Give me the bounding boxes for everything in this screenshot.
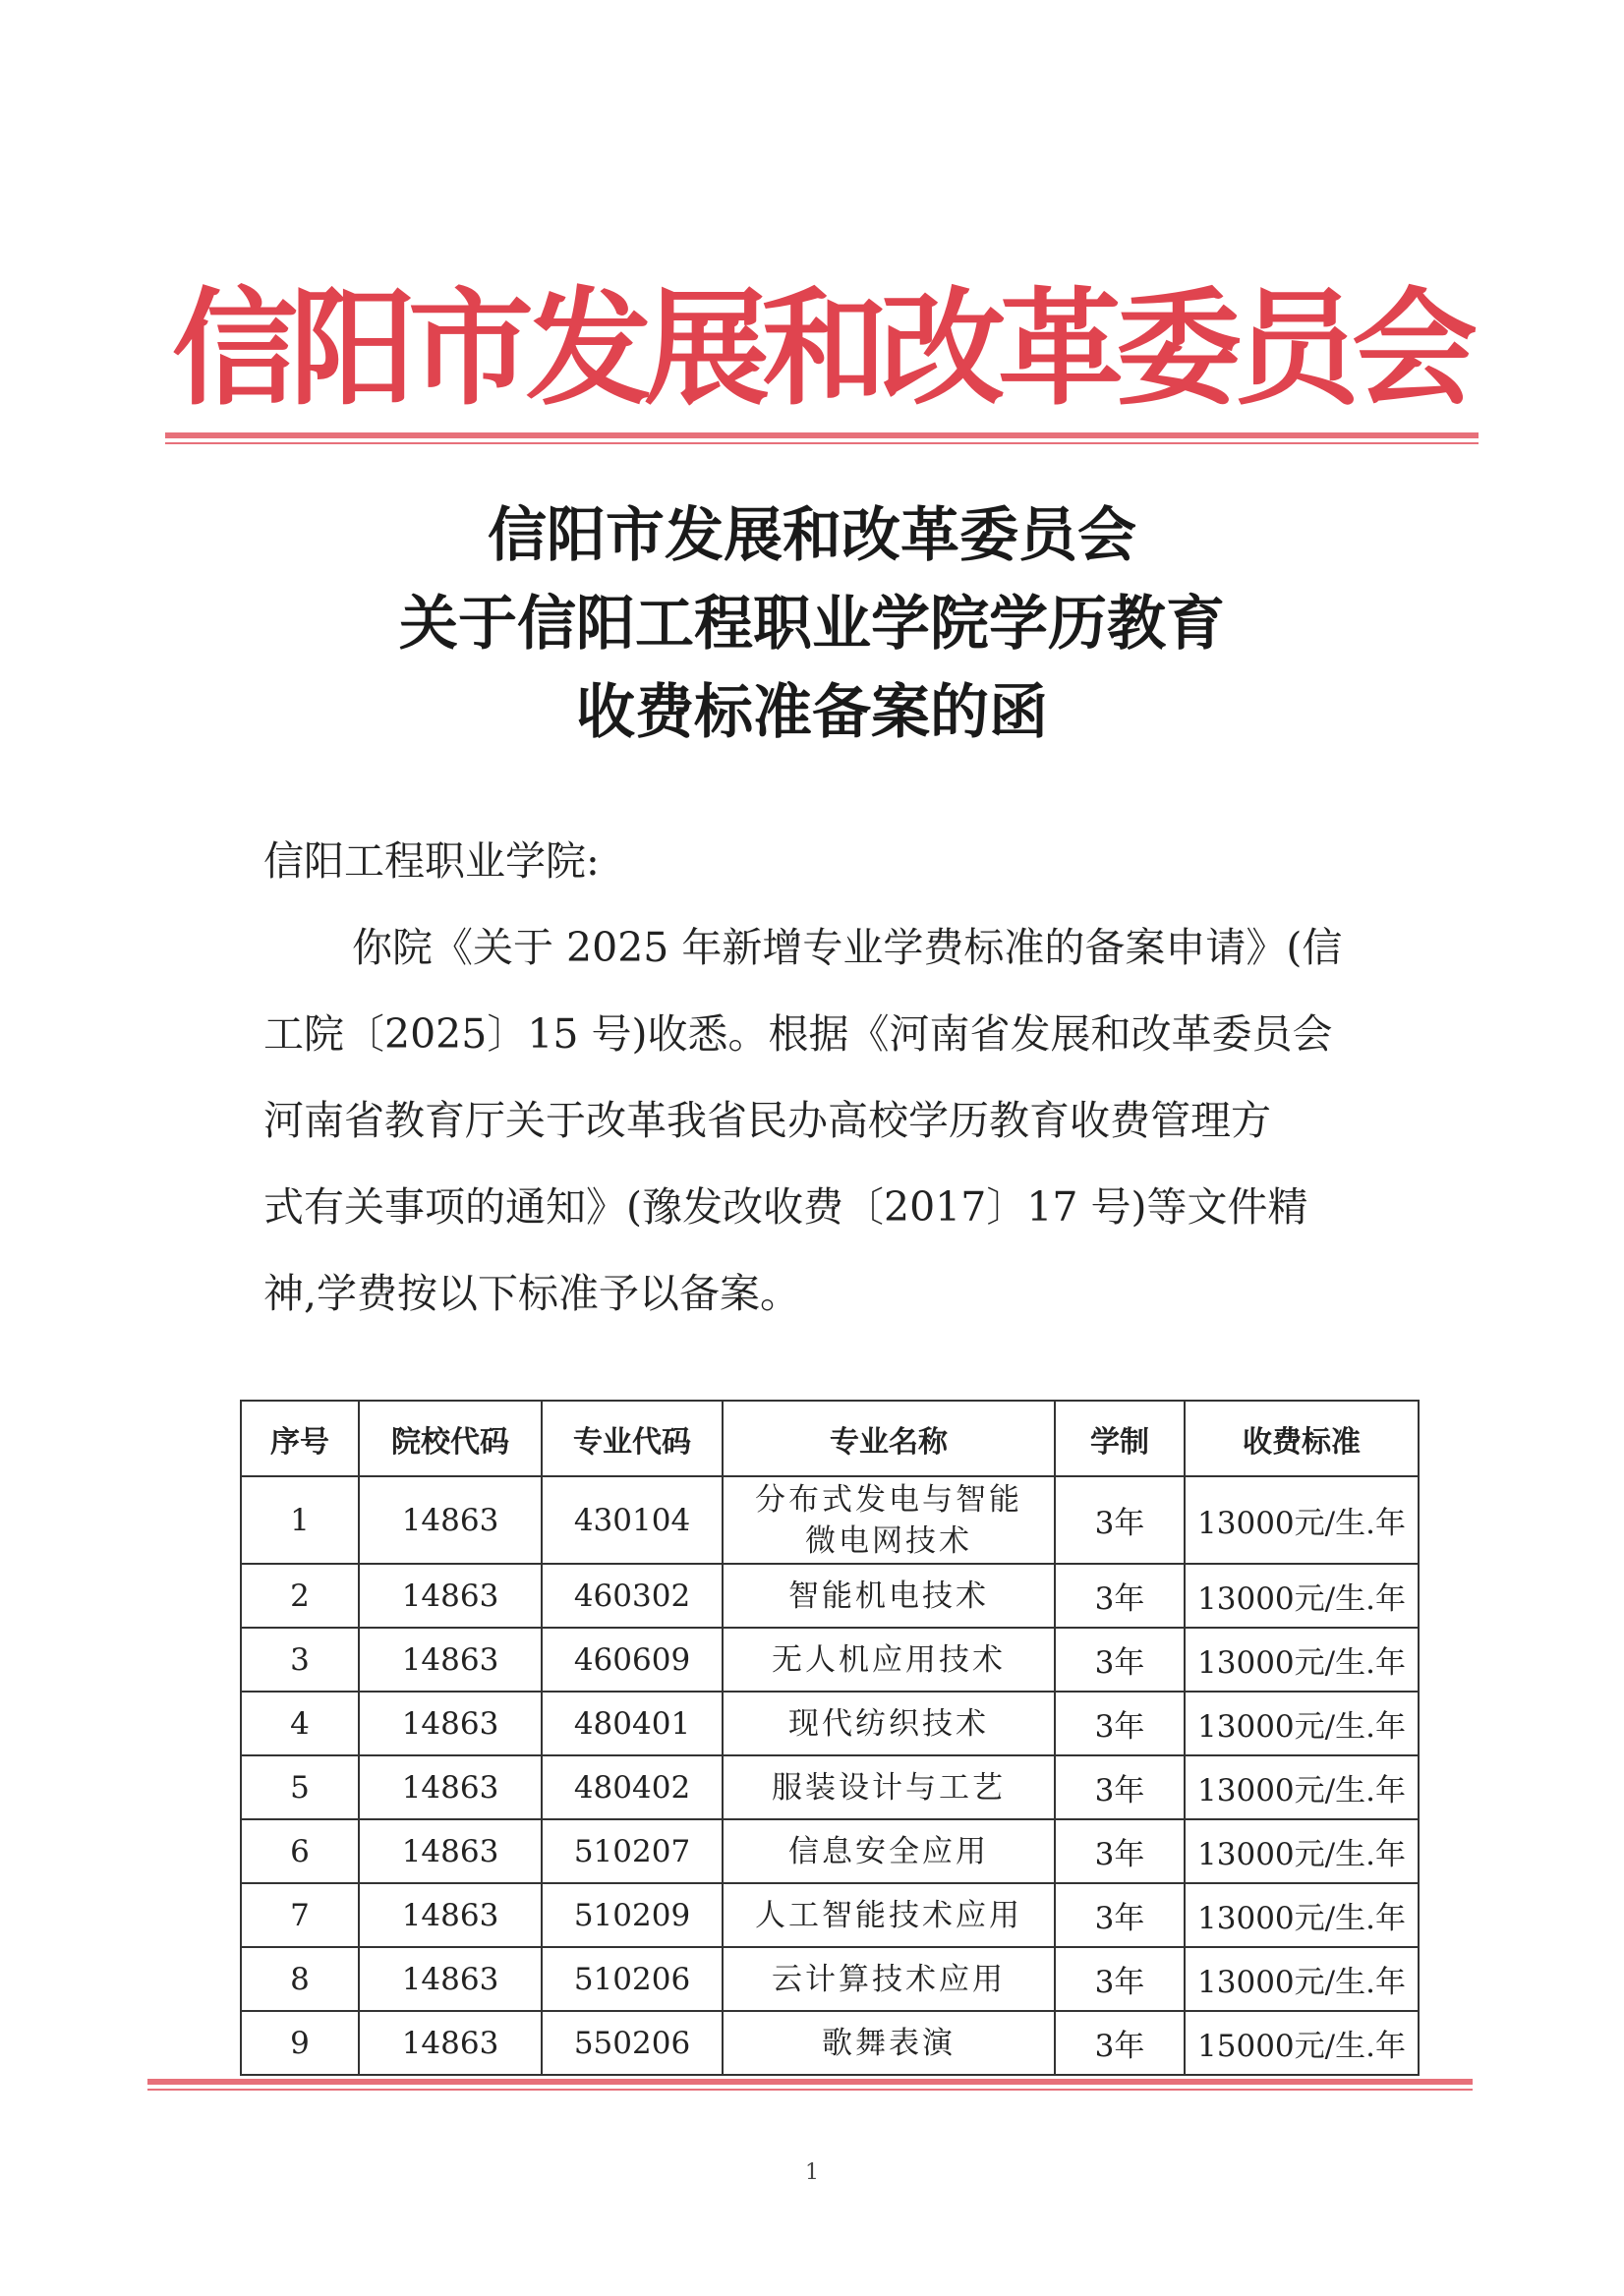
cell-duration: 3年: [1055, 1947, 1185, 2011]
cell-school-code: 14863: [359, 1947, 542, 2011]
footer-red-rule: [147, 2079, 1473, 2091]
cell-fee: 15000元/生.年: [1185, 2011, 1419, 2075]
cell-no: 8: [241, 1947, 359, 2011]
cell-fee: 13000元/生.年: [1185, 1692, 1419, 1755]
salutation: 信阳工程职业学院:: [263, 837, 600, 885]
cell-duration: 3年: [1055, 1476, 1185, 1564]
cell-major-code: 510209: [542, 1883, 723, 1947]
column-header-school-code: 院校代码: [359, 1401, 542, 1476]
table-row: [241, 2011, 1419, 2075]
cell-no: 6: [241, 1819, 359, 1883]
cell-major-name: 人工智能技术应用: [723, 1883, 1055, 1947]
table-row: [241, 1819, 1419, 1883]
cell-duration: 3年: [1055, 1883, 1185, 1947]
column-header-duration: 学制: [1055, 1401, 1185, 1476]
cell-no: 3: [241, 1628, 359, 1692]
body-line: 河南省教育厅关于改革我省民办高校学历教育收费管理方: [263, 1097, 1271, 1144]
cell-fee: 13000元/生.年: [1185, 1564, 1419, 1628]
cell-fee: 13000元/生.年: [1185, 1819, 1419, 1883]
cell-duration: 3年: [1055, 1755, 1185, 1819]
cell-duration: 3年: [1055, 1819, 1185, 1883]
cell-no: 4: [241, 1692, 359, 1755]
cell-duration: 3年: [1055, 2011, 1185, 2075]
cell-no: 9: [241, 2011, 359, 2075]
cell-major-code: 510207: [542, 1819, 723, 1883]
cell-fee: 13000元/生.年: [1185, 1755, 1419, 1819]
cell-school-code: 14863: [359, 1476, 542, 1564]
table-header-row: [241, 1401, 1419, 1476]
cell-school-code: 14863: [359, 1883, 542, 1947]
column-header-no: 序号: [241, 1401, 359, 1476]
cell-school-code: 14863: [359, 1692, 542, 1755]
doc-title-line-3: 收费标准备案的函: [576, 678, 1048, 747]
table-row: [241, 1476, 1419, 1564]
column-header-major-code: 专业代码: [542, 1401, 723, 1476]
cell-no: 7: [241, 1883, 359, 1947]
table-row: [241, 1628, 1419, 1692]
page-number: 1: [805, 2160, 819, 2185]
cell-major-code: 480402: [542, 1755, 723, 1819]
cell-major-code: 510206: [542, 1947, 723, 2011]
doc-title-line-2: 关于信阳工程职业学院学历教育: [399, 590, 1225, 659]
column-header-fee: 收费标准: [1185, 1401, 1419, 1476]
cell-major-name: 云计算技术应用: [723, 1947, 1055, 2011]
fee-standard-table: [240, 1400, 1420, 2076]
cell-school-code: 14863: [359, 1819, 542, 1883]
agency-letterhead: 信阳市发展和改革委员会: [171, 275, 1470, 423]
table-row: [241, 1564, 1419, 1628]
letterhead-red-rule: [165, 432, 1479, 444]
cell-major-name: 信息安全应用: [723, 1819, 1055, 1883]
cell-major-name: 智能机电技术: [723, 1564, 1055, 1628]
cell-duration: 3年: [1055, 1564, 1185, 1628]
column-header-major-name: 专业名称: [723, 1401, 1055, 1476]
cell-major-code: 550206: [542, 2011, 723, 2075]
cell-major-name: 分布式发电与智能微电网技术: [723, 1476, 1055, 1564]
cell-no: 2: [241, 1564, 359, 1628]
cell-major-code: 460609: [542, 1628, 723, 1692]
cell-fee: 13000元/生.年: [1185, 1476, 1419, 1564]
body-line: 你院《关于 2025 年新增专业学费标准的备案申请》(信: [352, 924, 1343, 971]
cell-fee: 13000元/生.年: [1185, 1947, 1419, 2011]
cell-major-code: 460302: [542, 1564, 723, 1628]
cell-major-code: 480401: [542, 1692, 723, 1755]
cell-no: 5: [241, 1755, 359, 1819]
table-row: [241, 1883, 1419, 1947]
table-row: [241, 1947, 1419, 2011]
body-line: 式有关事项的通知》(豫发改收费〔2017〕17 号)等文件精: [263, 1183, 1308, 1231]
doc-title-line-1: 信阳市发展和改革委员会: [488, 501, 1136, 570]
cell-school-code: 14863: [359, 2011, 542, 2075]
body-line: 神,学费按以下标准予以备案。: [263, 1270, 801, 1317]
cell-school-code: 14863: [359, 1755, 542, 1819]
cell-major-name: 歌舞表演: [723, 2011, 1055, 2075]
cell-no: 1: [241, 1476, 359, 1564]
body-line: 工院〔2025〕15 号)收悉。根据《河南省发展和改革委员会: [263, 1010, 1333, 1058]
cell-fee: 13000元/生.年: [1185, 1883, 1419, 1947]
cell-major-code: 430104: [542, 1476, 723, 1564]
cell-major-name: 服装设计与工艺: [723, 1755, 1055, 1819]
cell-duration: 3年: [1055, 1692, 1185, 1755]
cell-fee: 13000元/生.年: [1185, 1628, 1419, 1692]
cell-school-code: 14863: [359, 1564, 542, 1628]
cell-duration: 3年: [1055, 1628, 1185, 1692]
table-row: [241, 1755, 1419, 1819]
cell-school-code: 14863: [359, 1628, 542, 1692]
cell-major-name: 现代纺织技术: [723, 1692, 1055, 1755]
table-row: [241, 1692, 1419, 1755]
cell-major-name: 无人机应用技术: [723, 1628, 1055, 1692]
